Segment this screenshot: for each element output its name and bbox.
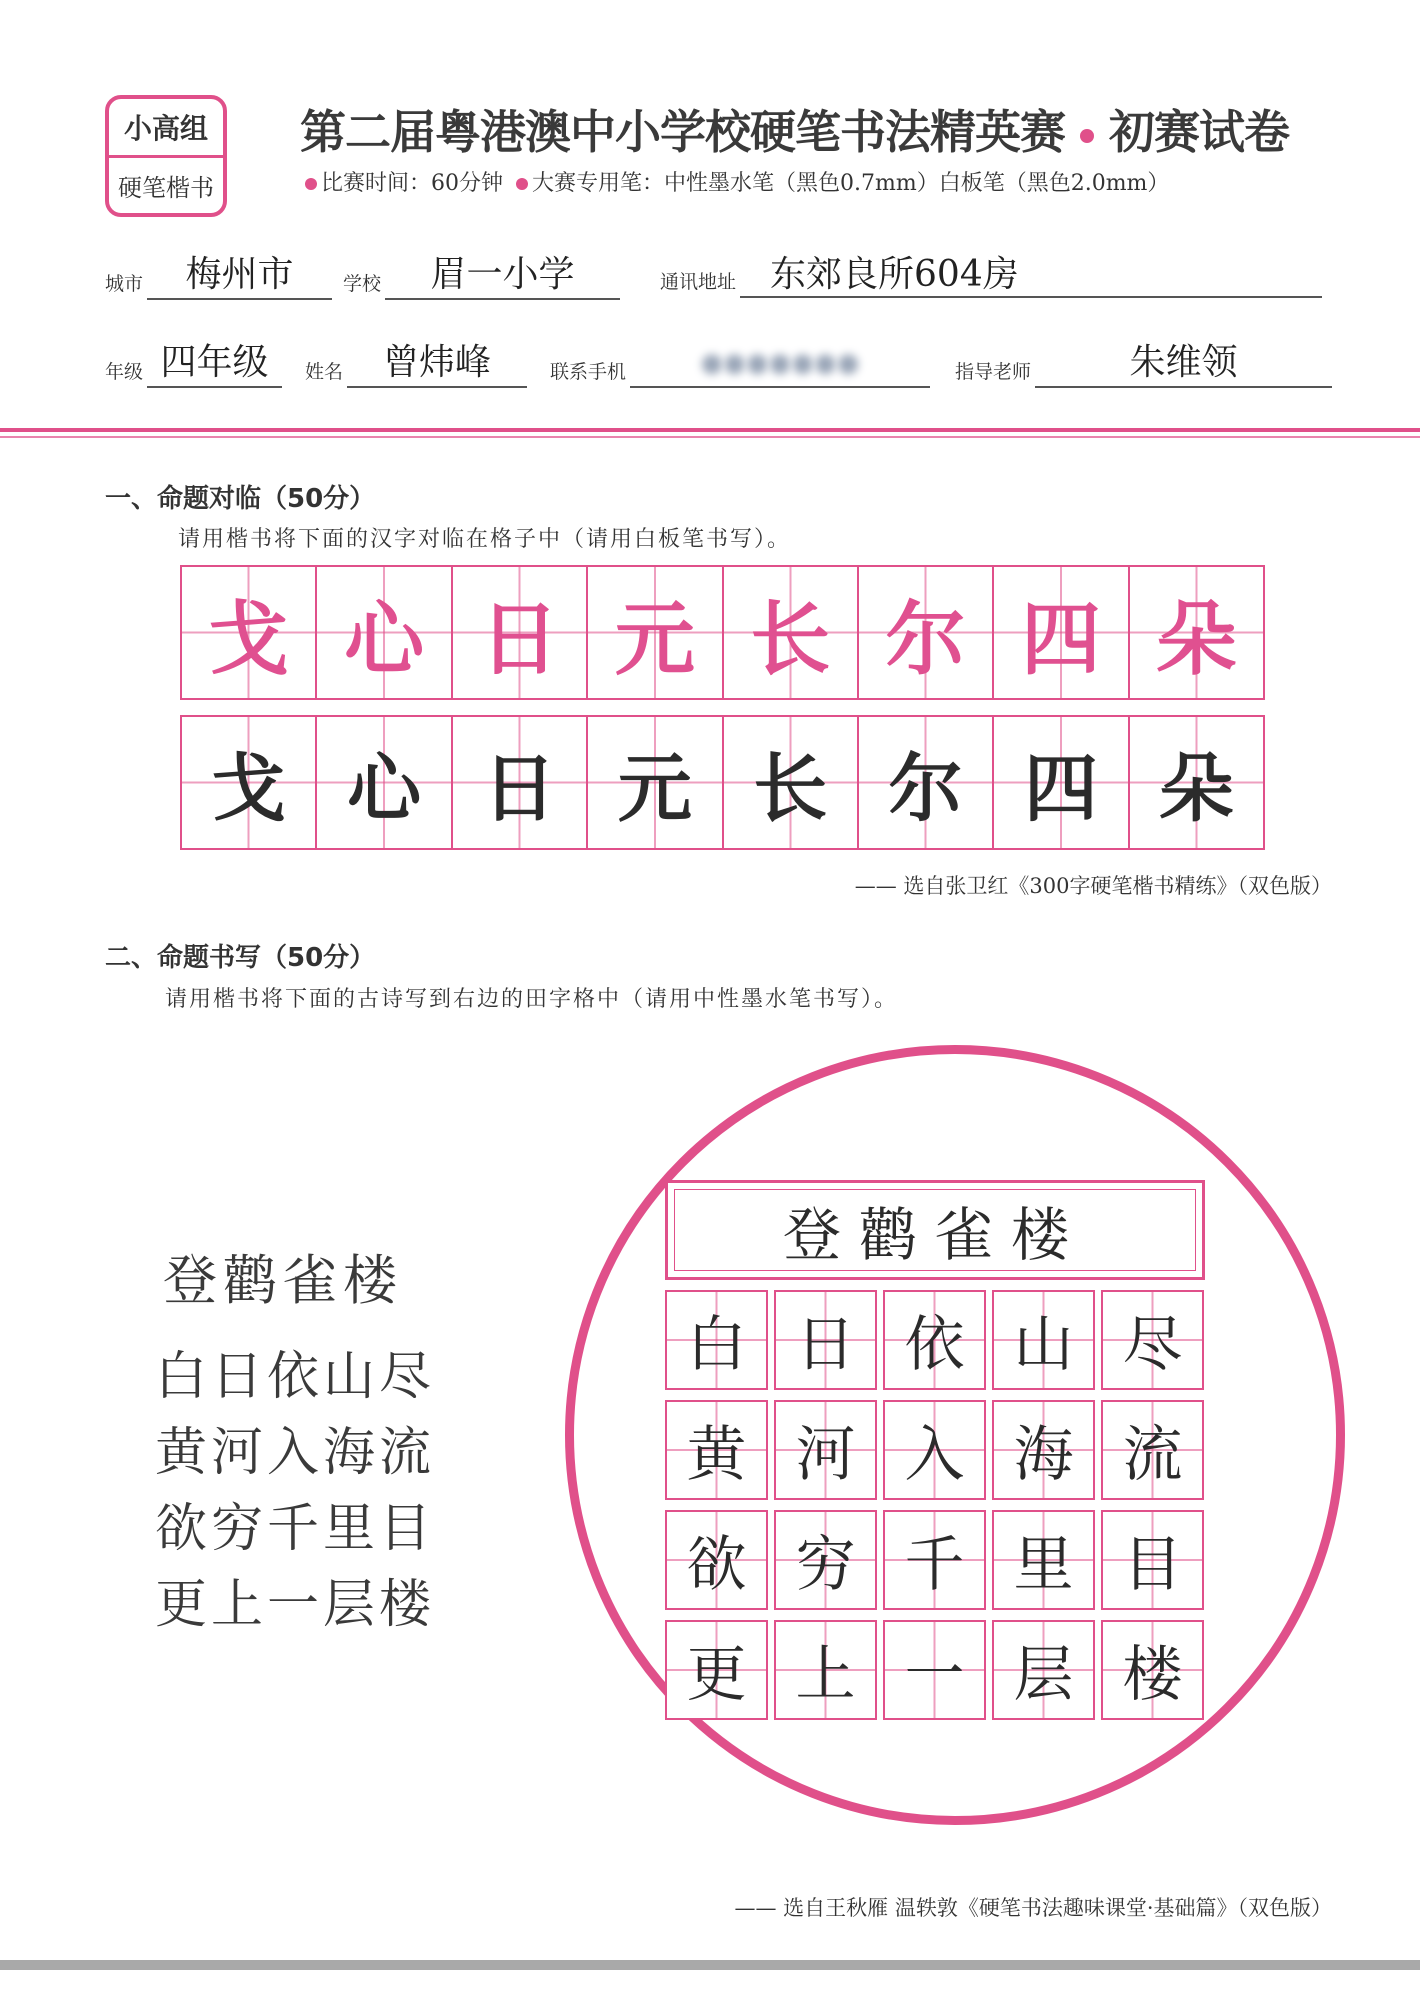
grid-cell[interactable] <box>588 717 723 848</box>
grid-cell[interactable] <box>774 1400 877 1500</box>
student-char: 元 <box>617 745 692 832</box>
model-char: 心 <box>344 592 425 686</box>
grade-field <box>105 340 282 388</box>
grid-cell <box>994 567 1129 698</box>
written-char: 黄 <box>686 1420 747 1490</box>
poem-grid-row <box>665 1290 1205 1390</box>
written-char: 欲 <box>686 1530 747 1600</box>
student-char: 尔 <box>888 745 963 832</box>
bullet-dot-icon <box>305 178 317 190</box>
grid-cell <box>724 567 859 698</box>
grid-cell[interactable] <box>992 1400 1095 1500</box>
grid-cell <box>859 567 994 698</box>
teacher-input[interactable]: 朱维领 <box>1035 340 1332 388</box>
grid-cell[interactable] <box>883 1510 986 1610</box>
model-char: 日 <box>479 592 560 686</box>
poem-grid-row <box>665 1400 1205 1500</box>
written-char: 更 <box>686 1640 747 1710</box>
grid-cell[interactable] <box>1101 1290 1204 1390</box>
model-char-grid <box>180 565 1265 700</box>
written-char: 目 <box>1122 1530 1183 1600</box>
grid-cell[interactable] <box>1101 1510 1204 1610</box>
written-char: 层 <box>1013 1640 1074 1710</box>
grid-cell[interactable] <box>883 1290 986 1390</box>
grid-cell[interactable] <box>992 1290 1095 1390</box>
student-char-grid <box>180 715 1265 850</box>
address-label: 通讯地址 <box>660 271 737 293</box>
page-title <box>300 96 1360 162</box>
grade-input[interactable]: 四年级 <box>147 340 282 388</box>
name-field <box>305 340 527 388</box>
student-char: 长 <box>753 745 828 832</box>
grid-cell[interactable] <box>724 717 859 848</box>
phone-label: 联系手机 <box>550 361 627 383</box>
poem-grid-row <box>665 1510 1205 1610</box>
written-char: 楼 <box>1122 1640 1183 1710</box>
grid-cell[interactable] <box>453 717 588 848</box>
student-char: 朵 <box>1159 745 1234 832</box>
grid-cell[interactable] <box>859 717 994 848</box>
grid-cell <box>317 567 452 698</box>
written-char: 一 <box>904 1640 965 1710</box>
city-input[interactable]: 梅州市 <box>147 252 332 300</box>
grid-cell[interactable] <box>665 1400 768 1500</box>
grid-cell <box>588 567 723 698</box>
poem-model-line: 黄河入海流 <box>155 1423 436 1483</box>
school-field <box>343 252 620 300</box>
written-char: 上 <box>795 1640 856 1710</box>
name-input[interactable]: 曾炜峰 <box>347 340 527 388</box>
poem-model-line: 更上一层楼 <box>155 1575 436 1635</box>
school-label: 学校 <box>343 273 382 295</box>
model-char: 四 <box>1020 592 1101 686</box>
address-field <box>660 252 1322 298</box>
written-char: 依 <box>904 1310 965 1380</box>
written-char: 里 <box>1013 1530 1074 1600</box>
model-char: 长 <box>750 592 831 686</box>
bullet-dot-icon <box>516 178 528 190</box>
grid-cell[interactable] <box>774 1620 877 1720</box>
grid-cell[interactable] <box>317 717 452 848</box>
city-label: 城市 <box>105 273 144 295</box>
model-char: 元 <box>614 592 695 686</box>
school-input[interactable]: 眉一小学 <box>385 252 620 300</box>
divider-top <box>0 428 1420 432</box>
written-char: 海 <box>1013 1420 1074 1490</box>
section2-instruction: 请用楷书将下面的古诗写到右边的田字格中（请用中性墨水笔书写）。 <box>165 987 899 1012</box>
student-char: 心 <box>347 745 422 832</box>
written-char: 白 <box>686 1310 747 1380</box>
grid-cell[interactable] <box>665 1290 768 1390</box>
grid-cell[interactable] <box>665 1620 768 1720</box>
grid-cell[interactable] <box>665 1510 768 1610</box>
written-char: 流 <box>1122 1420 1183 1490</box>
model-char: 朵 <box>1156 592 1237 686</box>
section2-title: 二、命题书写（50分） <box>105 943 376 973</box>
written-char: 山 <box>1013 1310 1074 1380</box>
written-char: 入 <box>904 1420 965 1490</box>
title-main: 第二届粤港澳中小学校硬笔书法精英赛 <box>300 105 1065 159</box>
title-dot-icon <box>1080 129 1094 143</box>
grid-cell[interactable] <box>774 1290 877 1390</box>
student-char: 日 <box>482 745 557 832</box>
badge-script-label: 硬笔楷书 <box>118 174 214 202</box>
grid-cell[interactable] <box>1101 1400 1204 1500</box>
address-input[interactable]: 东郊良所604房 <box>740 252 1322 298</box>
bottom-rule <box>0 1960 1420 1970</box>
teacher-field <box>955 340 1332 388</box>
written-char: 日 <box>795 1310 856 1380</box>
subtitle <box>305 166 1355 197</box>
phone-field <box>550 340 930 388</box>
title-suffix: 初赛试卷 <box>1109 105 1290 159</box>
grid-cell[interactable] <box>992 1620 1095 1720</box>
poem-written-title-box[interactable] <box>665 1180 1205 1280</box>
poem-model-line: 白日依山尽 <box>155 1347 436 1407</box>
grid-cell <box>1130 567 1263 698</box>
student-char: 戈 <box>211 745 286 832</box>
written-char: 尽 <box>1122 1310 1183 1380</box>
section1-title: 一、命题对临（50分） <box>105 484 376 514</box>
grid-cell[interactable] <box>1101 1620 1204 1720</box>
grade-label: 年级 <box>105 361 144 383</box>
grid-cell[interactable] <box>883 1620 986 1720</box>
subtitle-time: 比赛时间：60分钟 <box>321 171 503 196</box>
model-char: 尔 <box>885 592 966 686</box>
poem-written-title: 登鹳雀楼 <box>782 1201 1087 1269</box>
badge-group-label: 小高组 <box>109 99 223 158</box>
written-char: 穷 <box>795 1530 856 1600</box>
grid-cell <box>182 567 317 698</box>
grid-cell[interactable] <box>883 1400 986 1500</box>
poem-grid-row <box>665 1620 1205 1720</box>
poem-written-grid <box>665 1290 1205 1730</box>
grid-cell[interactable] <box>774 1510 877 1610</box>
city-field <box>105 252 332 300</box>
model-char: 戈 <box>208 592 289 686</box>
poem-model-title: 登鹳雀楼 <box>163 1249 403 1312</box>
grid-cell <box>453 567 588 698</box>
section1-instruction: 请用楷书将下面的汉字对临在格子中（请用白板笔书写）。 <box>178 527 792 552</box>
name-label: 姓名 <box>305 361 344 383</box>
group-badge <box>105 95 227 217</box>
section2-source: —— 选自王秋雁 温轶敦《硬笔书法趣味课堂·基础篇》（双色版） <box>734 1896 1332 1920</box>
poem-model-line: 欲穷千里目 <box>155 1499 436 1559</box>
student-char: 四 <box>1023 745 1098 832</box>
divider-top-thin <box>0 436 1420 438</box>
poem-model <box>155 1238 435 1643</box>
section1-source: —— 选自张卫红《300字硬笔楷书精练》（双色版） <box>854 874 1332 898</box>
grid-cell[interactable] <box>994 717 1129 848</box>
grid-cell[interactable] <box>1130 717 1263 848</box>
written-char: 千 <box>904 1530 965 1600</box>
written-char: 河 <box>795 1420 856 1490</box>
subtitle-pens: 大赛专用笔：中性墨水笔（黑色0.7mm）白板笔（黑色2.0mm） <box>532 171 1170 196</box>
teacher-label: 指导老师 <box>955 361 1032 383</box>
grid-cell[interactable] <box>992 1510 1095 1610</box>
phone-input[interactable]: ●●●●●●● <box>630 340 930 388</box>
grid-cell[interactable] <box>182 717 317 848</box>
